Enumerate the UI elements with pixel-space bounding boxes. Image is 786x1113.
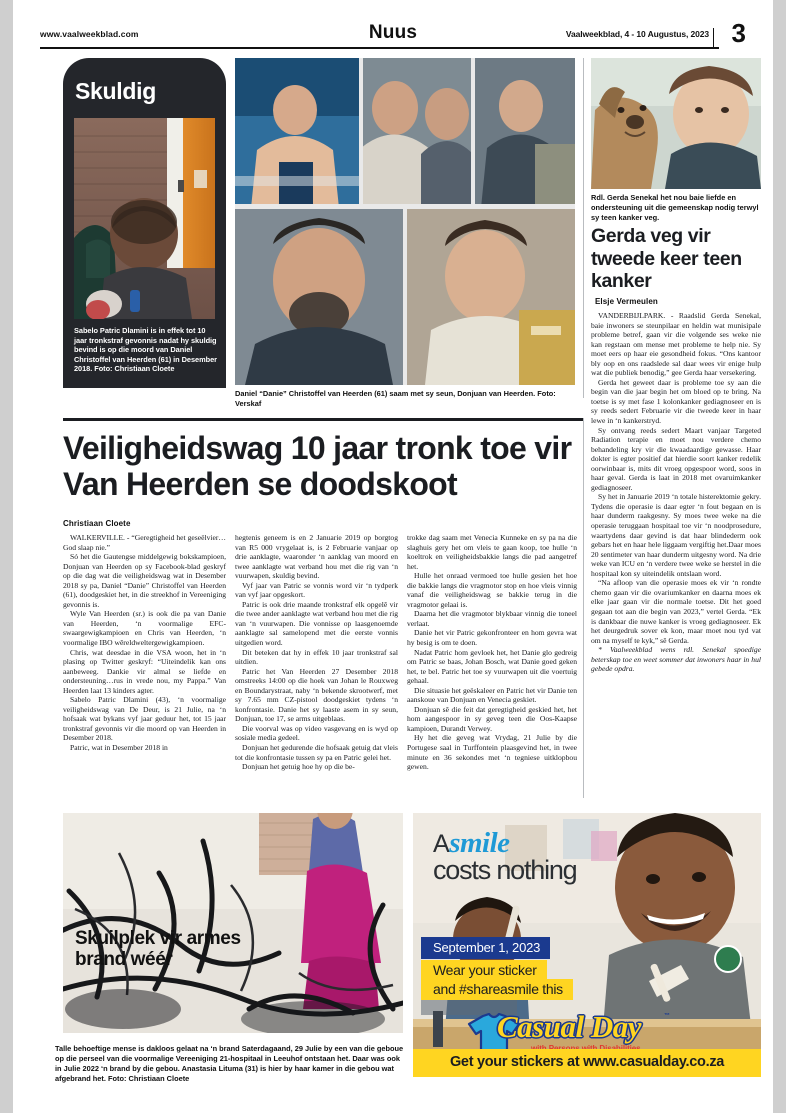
paragraph: Sy het in Januarie 2019 ‘n totale histerektomie gekry. Tydens die operasie is daar egter ‘n fout begaan en is haar dunderm raakgesny. Sy moes twee weke na die operasie teruggaan hospitaal toe vir ‘n noodprosedure, waartydens daar gevind is dat haar blindederm ook gebars het en haar hele liggaam vergiftig het.Daar moes 20 sentimeter van haar dunderm uitgesny word. Na drie weke van ICU en ‘n verdere twee weke se herstel in die hospitaal kon sy uiteindelik ontslaan word. xyxy=(591,492,761,578)
column-divider-top-right xyxy=(583,58,584,398)
advert-costs-line: costs nothing xyxy=(433,855,577,885)
paragraph: VANDERBIJLPARK. - Raadslid Gerda Senekal, baie inwoners se steunpilaar en heldin wat munisipale probleme betref, gaan vir die volgende ses weke nie kan regstaan om mense met probleme te help nie. Sy moet eers op haar eie gesondheid fokus. “Ons kantoor bly oop en ons raadslede sal daar wees vir enige hulp wat die publiek benodig,” gee Gerda haar versekering. xyxy=(591,311,761,378)
center-photo-caption: Daniel “Danie” Christoffel van Heerden (61) saam met sy seun, Donjuan van Heerden. Foto: Verskaf xyxy=(235,389,556,408)
advert-call-line-2: and #shareasmile this xyxy=(421,979,573,1000)
main-headline: Veiligheidswag 10 jaar tronk toe vir Van Heerden se doodskoot xyxy=(63,430,572,502)
skuldig-panel xyxy=(63,58,226,388)
bottom-feature-caption: Talle behoeftige mense is dakloos gelaat na ‘n brand Saterdagaand, 29 Julie by een van die geboue op die perseel van die voormalige Vereeniging 21-hospitaal in Leeuhof ontstaan het. Daar was ook in Julie 2022 ‘n brand by die gebou. Anastasia Lituma (31) is hier by haar kamer in die gebou wat afgebrand het. Foto: Christiaan Cloete xyxy=(55,1044,404,1083)
main-body-column-2 xyxy=(235,533,398,772)
center-photo xyxy=(235,58,575,385)
gerda-headline: Gerda veg vir tweede keer teen kanker xyxy=(591,225,742,292)
casual-day-logo-text: Casual Day xyxy=(497,1009,641,1044)
edition-date: Vaalweekblad, 4 - 10 Augustus, 2023 xyxy=(565,29,709,39)
fire-shelter-photo-image xyxy=(63,813,403,1033)
section-title: Nuus xyxy=(368,22,418,43)
paragraph: Sabelo Patric Dlamini (43), ‘n voormalige veiligheidswag van De Deur, is 21 Julie, na ‘n hofsaak wat bykans vyf jaar geduur het, tot 15 jaar tronkstraf gevonnis vir die moord op van Heerden in Desember 2018. xyxy=(63,695,226,743)
masthead xyxy=(40,18,746,48)
gerda-senekal-photo-image xyxy=(591,58,761,189)
paragraph: Patric, wat in Desember 2018 in xyxy=(70,743,168,753)
paragraph: hegtenis geneem is en 2 Januarie 2019 op borgtog van R5 000 vrygelaat is, is 2 Februarie vanjaar op drie aanklagte, waaronder ‘n aanklag van moord en twee aanklagte wat verband hou met die rig van ‘n vuurwapen, skuldig bevind. xyxy=(235,533,398,581)
paragraph: Donjuan het gedurende die hofsaak getuig dat vleis tot die konfrontasie tussen sy pa en Patric gelei het. xyxy=(235,743,398,762)
right-photo-caption: Rdl. Gerda Senekal het nou baie liefde en ondersteuning uit die gemeenskap nodig terwyl sy teen kanker veg. xyxy=(591,193,759,222)
paragraph: Wyle Van Heerden (sr.) is ook die pa van Danie van Heerden, ‘n voormalige EFC-swaargewigkampioen en Chris van Heerden, ‘n voormalige IBO wêreldweltergewigkampioen. xyxy=(63,609,226,648)
paragraph: WALKERVILLE. - “Geregtigheid het geseëlvier…God slaap nie.” xyxy=(63,533,226,552)
advert-smile-a: A xyxy=(433,830,450,858)
paragraph: Die situasie het geëskaleer en Patric het vir Danie ten aanskoue van Donjuan en Venecia geskiet. xyxy=(407,685,577,705)
paragraph: Patric het Van Heerden 27 Desember 2018 omstreeks 14:00 op die hoek van Johan le Rouxweg en Boundarystraat, naby ‘n bekende skrootwerf, met sy 7.65 mm CZ-pistool doodgeskiet tydens ‘n konfrontasie. Danie het sy laaste asem in sy seun, Donjuan, toe 17, se arms uitgeblaas. xyxy=(235,666,398,724)
paragraph: Donjuan sê die feit dat geregtigheid geskied het, het hom aangespoor in sy geveg teen die Oos-Kaapse kampioen, Durandt Verwey. xyxy=(407,704,577,733)
paragraph: Só het die Gautengse middelgewig bokskampioen, Donjuan van Heerden op sy Facebook-blad geskryf op die dag wat die veiligheidswag wat in Desember 2018 sy pa, Daniel “Danie” Christoffel van Heerden (61), doodgeskiet het, in die streekhof in Vereeniging gevonnis is. xyxy=(63,552,226,609)
paragraph: Die voorval was op video vasgevang en is wyd op sosiale media gedeel. xyxy=(235,723,398,743)
paragraph: Daarna het die vragmotor blykbaar vinnig die toneel verlaat. xyxy=(407,609,577,628)
skuldig-caption: Sabelo Patric Dlamini is in effek tot 10 jaar tronkstraf gevonnis nadat hy skuldig bevind is op die moord van Daniel Christoffel van Heerden (61) in Desember 2018. Foto: Christiaan Cloete xyxy=(74,326,217,374)
column-divider-right xyxy=(583,418,584,798)
main-byline: Christiaan Cloete xyxy=(63,519,131,528)
gerda-byline: Elsje Vermeulen xyxy=(595,297,658,306)
bottom-feature-overlay-title: Skuilplek vir armes brand wéér xyxy=(75,928,241,970)
gerda-footnote: * Vaalweekblad wens rdl. Senekal spoedige beterskap toe en weet sommer dat inwoners haar in hul gebede opdra. xyxy=(591,645,761,674)
main-body-column-1 xyxy=(63,533,226,753)
paragraph: Hy het die geveg wat Vrydag, 21 Julie by die Portugese saal in Turffontein plaasgevind het, in twee minute en 36 sekondes met ‘n tegniese uitklopbou gewen. xyxy=(407,733,577,772)
bottom-feature-photo xyxy=(63,813,403,1033)
advert-smile-script: smile xyxy=(449,827,510,859)
masthead-vertical-rule xyxy=(713,28,715,48)
newspaper-page xyxy=(13,0,773,1113)
masthead-rule xyxy=(40,47,719,49)
paragraph: Chris, wat deesdae in die VSA woon, het in ‘n plasing op Twitter geskryf: “Uiteindelik kan ons aanbeweeg. Dankie vir almal se liefde en ondersteuning…rus in vrede nou, my Pappa.” Van Heerden laat 13 kinders agter. xyxy=(63,647,226,695)
van-heerden-family-photo-image xyxy=(235,58,575,385)
page-number: 3 xyxy=(731,18,746,48)
advert-call-line-1: Wear your sticker xyxy=(421,960,547,979)
paragraph: Patric is ook drie maande tronkstraf elk opgelê vir die twee ander aanklagte wat verband hou met die rig van ‘n vuurwapen. Die vonnisse op laasgenoemde aanklagte sal samelopend met die eerste vonnis uitgedien word. xyxy=(235,599,398,648)
accused-photo-image xyxy=(74,118,215,319)
advert-footer-bar[interactable] xyxy=(413,1049,761,1077)
paragraph: Nadat Patric hom gevloek het, het Danie glo gedreig om Patric se baas, Johan Bosch, wat Danie goed geken het, te bel. Patric het toe sy vuurwapen uit die voertuig gehaal. xyxy=(407,647,577,686)
paragraph: Danie het vir Patric gekonfronteer en hom gevra wat hy besig is om te doen. xyxy=(407,628,577,648)
paragraph: Sy ontvang reeds sedert Maart vanjaar Targeted Radiation terapie en moet nou verdere chemo behandeling kry vir die kwaadaardige gewasse. Haar dokter is egter positief dat hierdie soort kanker redelik oorwinbaar is, mits dit vroeg opgespoor word, soos in haar geval. Gerda is laat in 2018 met ovaruimkanker gediagnoseer. xyxy=(591,425,761,492)
main-body-column-3 xyxy=(407,533,577,772)
skuldig-label: Skuldig xyxy=(75,78,156,104)
website-url[interactable]: www.vaalweekblad.com xyxy=(40,29,139,39)
trademark-icon: ™ xyxy=(664,1013,670,1019)
skuldig-photo xyxy=(74,118,215,319)
advert-date-banner: September 1, 2023 xyxy=(421,937,550,959)
advert-footer-text: Get your stickers at www.casualday.co.za xyxy=(449,1054,725,1070)
paragraph: Hulle het onraad vermoed toe hulle gesien het hoe die bakkie langs die vragmotor stop en hoe vleis vinnig vanaf die veiligheidswag se bakkie terug in die vragmotor gelaai is. xyxy=(407,571,577,609)
paragraph: Gerda het geweet daar is probleme toe sy aan die begin van die jaar begin het om bloed op te bring. Na toetse is sy met fase 1 kolonkanker gediagnoseer en is sy reeds sedert Februarie vir die tweede keer in haar lewe in ‘n kankerstryd. xyxy=(591,377,761,426)
paragraph: “Na afloop van die operasie moes ek vir ‘n rondte chemo gaan vir die ovariumkanker en daarna moes ek elke jaar gaan vir die normale toetse. Dit het goed gegaan tot aan die begin van 2023,” vertel Gerda. “Ek is dankbaar die nuwe kanker is vroeg gediagnoseer. Ek het deurgedruk sover ek kon, maar moet nou tyd vat om na myself te kyk,” sê Gerda. xyxy=(591,578,761,645)
casual-day-advert[interactable] xyxy=(413,813,761,1077)
paragraph: Donjuan het getuig hoe hy op die be- xyxy=(242,762,355,772)
paragraph: Dit beteken dat hy in effek 10 jaar tronkstraf sal uitdien. xyxy=(235,647,398,667)
paragraph: Vyf jaar van Patric se vonnis word vir ‘n tydperk van vyf jaar opgeskort. xyxy=(235,580,398,600)
paragraph: trokke dag saam met Venecia Kunneke en sy pa na die slaghuis gery het om vleis te gaan koop, toe hulle ‘n koeltrok en veiligheidsbakkie langs die pad aangetref het. xyxy=(407,533,577,571)
gerda-body xyxy=(591,311,761,674)
headline-top-rule xyxy=(63,418,583,421)
right-photo xyxy=(591,58,761,189)
